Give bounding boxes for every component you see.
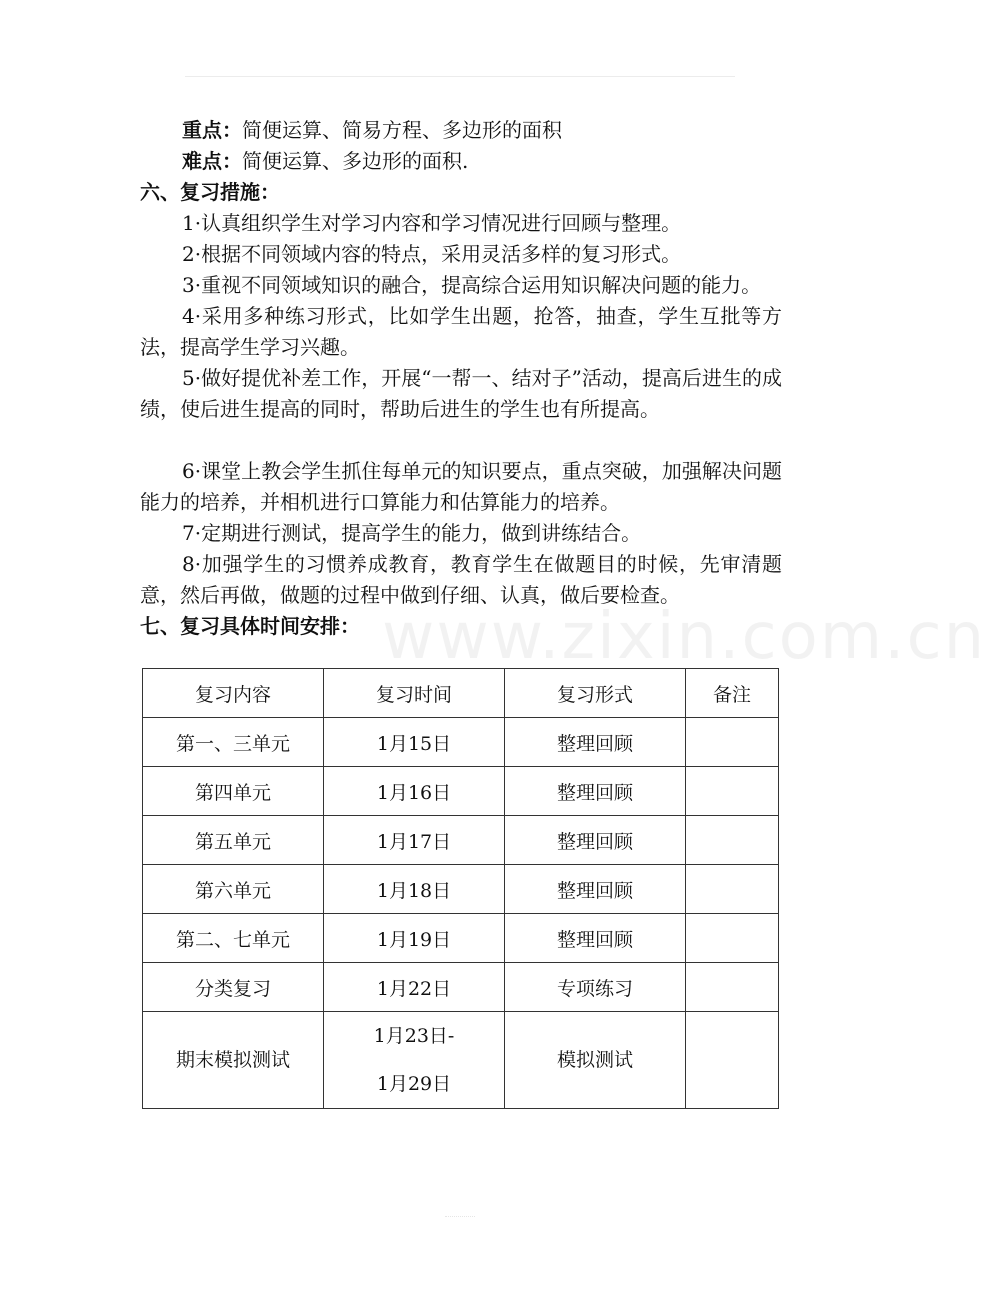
measure-item: 4·采用多种练习形式，比如学生出题，抢答，抽查，学生互批等方法，提高学生学习兴趣。 <box>140 304 782 359</box>
table-row <box>143 767 779 816</box>
table-cell: 整理回顾 <box>505 816 686 865</box>
column-header: 复习时间 <box>324 669 505 718</box>
table-cell: 整理回顾 <box>505 767 686 816</box>
table-row <box>143 816 779 865</box>
table-cell <box>686 718 779 767</box>
measure-item: 2·根据不同领域内容的特点，采用灵活多样的复习形式。 <box>182 242 682 266</box>
table-cell: 1月15日 <box>324 718 505 767</box>
measure-item: 6·课堂上教会学生抓住每单元的知识要点，重点突破，加强解决问题能力的培养，并相机进行口算能力和估算能力的培养。 <box>140 459 782 514</box>
section7-heading: 七、复习具体时间安排： <box>140 614 360 638</box>
table-cell: 1月19日 <box>324 914 505 963</box>
table-row <box>143 963 779 1012</box>
paragraph-gap <box>140 425 782 456</box>
document-body <box>140 115 782 642</box>
focus-line <box>140 115 782 146</box>
measure-item: 7·定期进行测试，提高学生的能力，做到讲练结合。 <box>182 521 642 545</box>
table-row <box>143 914 779 963</box>
table-cell: 1月22日 <box>324 963 505 1012</box>
table-cell: 期末模拟测试 <box>143 1012 324 1109</box>
table-row <box>143 718 779 767</box>
table-cell <box>686 963 779 1012</box>
table-row <box>143 1012 779 1109</box>
table-row <box>143 865 779 914</box>
table-cell: 整理回顾 <box>505 718 686 767</box>
measure-item: 3·重视不同领域知识的融合，提高综合运用知识解决问题的能力。 <box>182 273 762 297</box>
header-rule <box>185 76 735 77</box>
table-cell: 1月16日 <box>324 767 505 816</box>
table-cell: 第五单元 <box>143 816 324 865</box>
table-cell: 第二、七单元 <box>143 914 324 963</box>
table-cell <box>686 767 779 816</box>
section6-heading: 六、复习措施： <box>140 180 280 204</box>
table-cell <box>686 914 779 963</box>
schedule-table <box>142 668 779 1109</box>
table-cell: 模拟测试 <box>505 1012 686 1109</box>
table-cell <box>686 1012 779 1109</box>
time-range-end: 1月29日 <box>376 1073 452 1095</box>
table-cell <box>686 865 779 914</box>
table-cell: 分类复习 <box>143 963 324 1012</box>
column-header: 备注 <box>686 669 779 718</box>
table-header-row <box>143 669 779 718</box>
table-cell: 第六单元 <box>143 865 324 914</box>
measure-item: 8·加强学生的习惯养成教育，教育学生在做题目的时候，先审清题意，然后再做，做题的过程中做到仔细、认真，做后要检查。 <box>140 552 782 607</box>
watermark-text: www.zixin.com.cn <box>382 600 986 674</box>
table-cell: 第四单元 <box>143 767 324 816</box>
difficulty-label: 难点： <box>182 149 242 173</box>
table-cell: 1月17日 <box>324 816 505 865</box>
measure-item: 5·做好提优补差工作，开展“一帮一、结对子”活动，提高后进生的成绩，使后进生提高的同时，帮助后进生的学生也有所提高。 <box>140 366 782 421</box>
table-cell: 整理回顾 <box>505 865 686 914</box>
difficulty-text: 简便运算、多边形的面积. <box>242 149 469 173</box>
table-cell: 专项练习 <box>505 963 686 1012</box>
measure-item: 1·认真组织学生对学习内容和学习情况进行回顾与整理。 <box>182 211 682 235</box>
table-cell: 第一、三单元 <box>143 718 324 767</box>
focus-text: 简便运算、简易方程、多边形的面积 <box>242 118 562 142</box>
table-cell <box>686 816 779 865</box>
column-header: 复习内容 <box>143 669 324 718</box>
table-cell: 整理回顾 <box>505 914 686 963</box>
difficulty-line <box>140 146 782 177</box>
time-range-start: 1月23日- <box>373 1025 455 1047</box>
footer-mark <box>445 1216 475 1227</box>
table-cell-time-range <box>324 1012 505 1109</box>
focus-label: 重点： <box>182 118 242 142</box>
table-cell: 1月18日 <box>324 865 505 914</box>
column-header: 复习形式 <box>505 669 686 718</box>
